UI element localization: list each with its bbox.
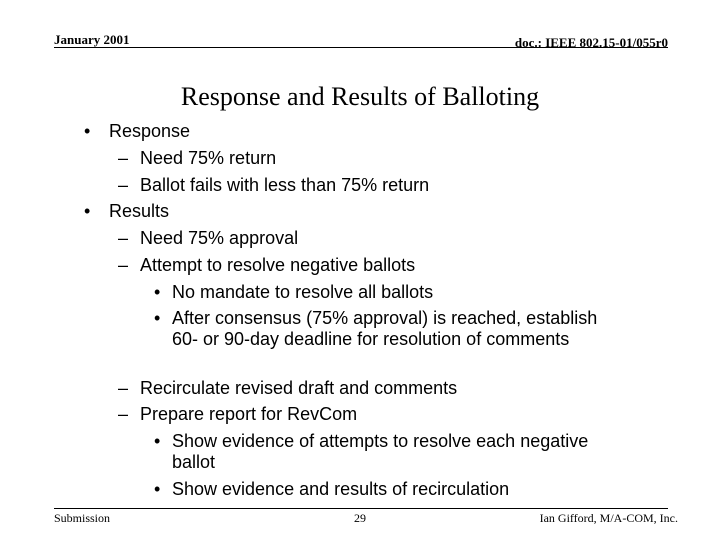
outline-item-text: Results <box>109 201 170 221</box>
dash-marker: – <box>118 255 129 275</box>
outline-item-text: Show evidence and results of recirculation <box>172 479 510 499</box>
bullet-marker: • <box>154 431 161 451</box>
slide-title: Response and Results of Balloting <box>180 82 540 111</box>
outline-item-text: No mandate to resolve all ballots <box>172 282 434 302</box>
page-number: 29 <box>354 511 366 525</box>
dash-marker: – <box>118 148 129 168</box>
footer-author: Ian Gifford, M/A-COM, Inc. <box>539 511 678 525</box>
header-rule <box>54 47 668 48</box>
bullet-marker: • <box>154 479 161 499</box>
bullet-marker: • <box>84 121 91 141</box>
dash-marker: – <box>118 175 129 195</box>
bullet-marker: • <box>154 308 161 328</box>
outline-item-text: Recirculate revised draft and comments <box>140 378 458 398</box>
header-doc-id: doc.: IEEE 802.15-01/055r0 <box>514 35 668 50</box>
outline-item-text: After consensus (75% approval) is reached, establish 60- or 90-day deadline for resolution of comments <box>172 308 598 349</box>
outline-item-text: Ballot fails with less than 75% return <box>140 175 430 195</box>
dash-marker: – <box>118 378 129 398</box>
outline-item-text: Response <box>109 121 191 141</box>
outline-item-text: Attempt to resolve negative ballots <box>140 255 416 275</box>
outline-item-text: Prepare report for RevCom <box>140 404 358 424</box>
header-date: January 2001 <box>54 32 130 47</box>
bullet-marker: • <box>154 282 161 302</box>
outline-item-text: Need 75% approval <box>140 228 299 248</box>
outline-item-text: Need 75% return <box>140 148 277 168</box>
outline-item-text: Show evidence of attempts to resolve each negative ballot <box>172 431 589 472</box>
bullet-marker: • <box>84 201 91 221</box>
footer-submission: Submission <box>54 511 111 525</box>
dash-marker: – <box>118 404 129 424</box>
dash-marker: – <box>118 228 129 248</box>
footer-rule <box>54 508 668 509</box>
